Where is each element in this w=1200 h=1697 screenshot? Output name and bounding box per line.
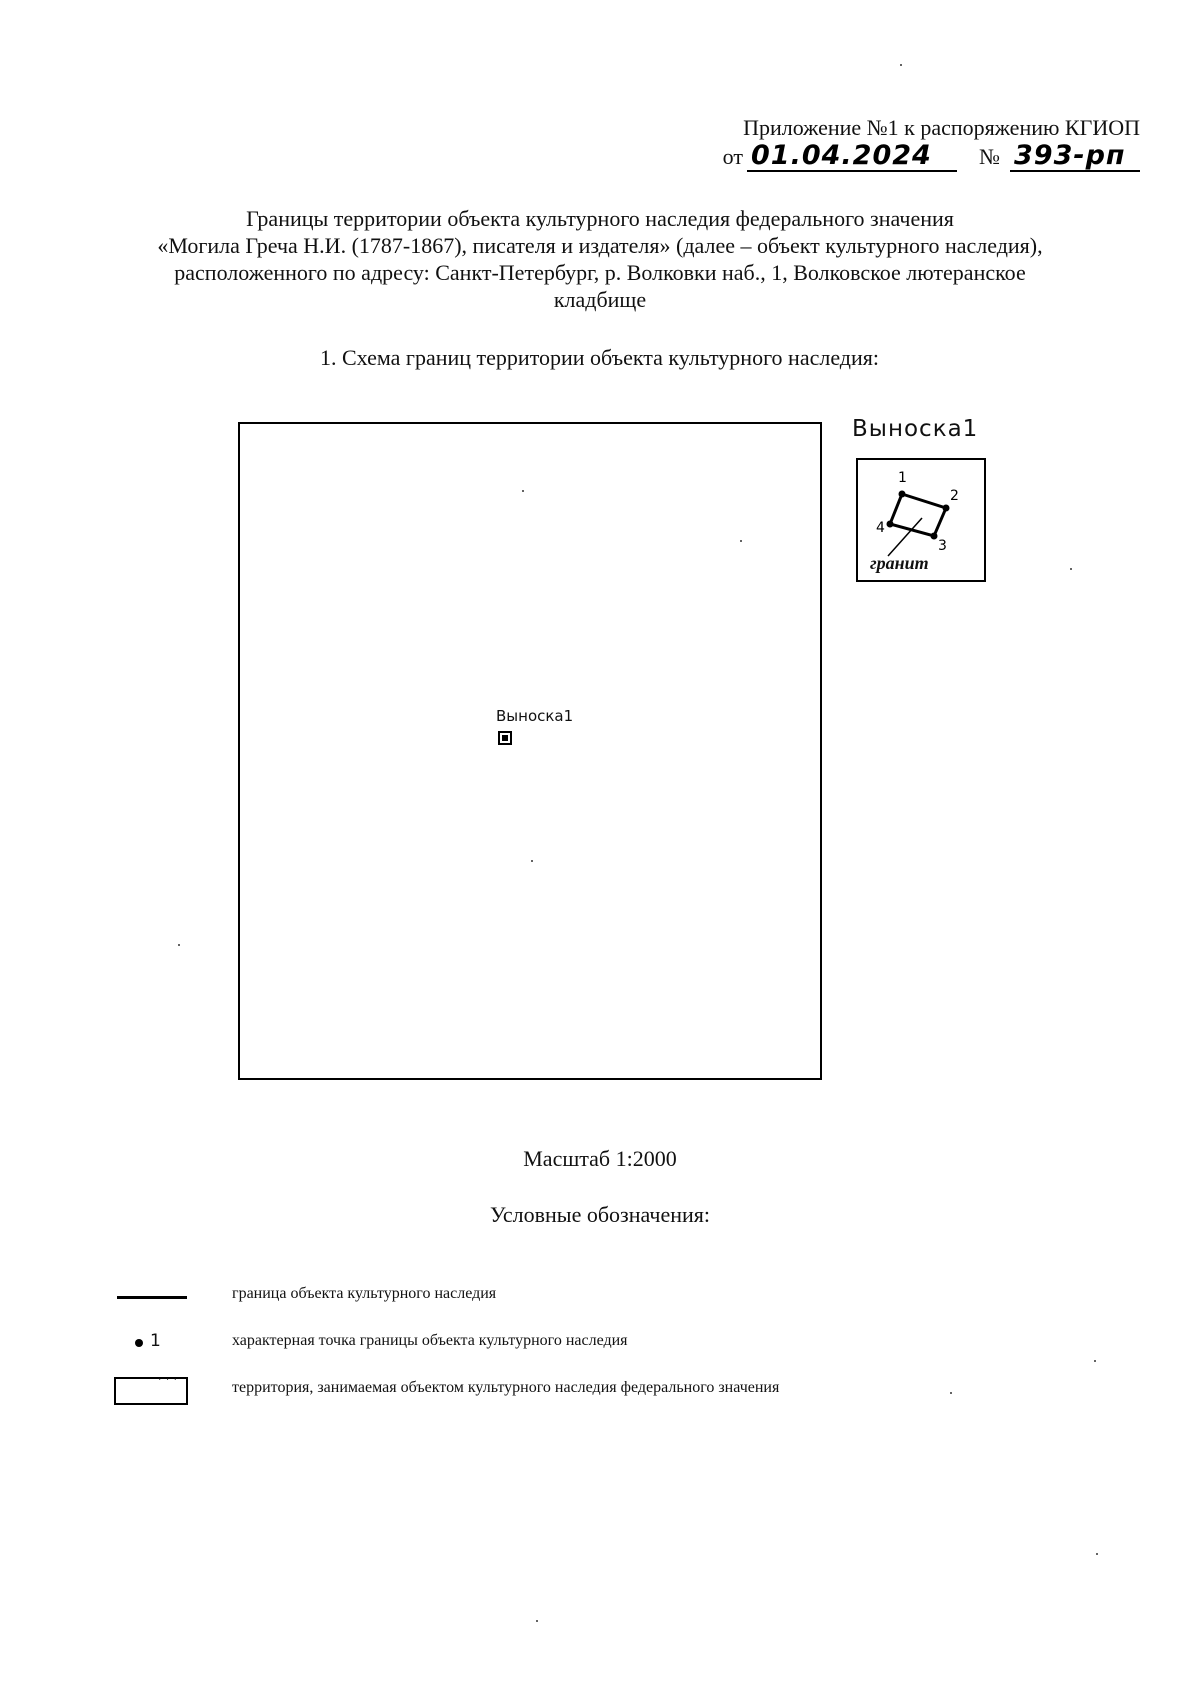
point-label-2: 2: [950, 488, 959, 504]
legend-title: Условные обозначения:: [489, 1202, 711, 1227]
order-number: 393-рп: [1010, 142, 1140, 172]
scan-speck: [950, 1392, 952, 1394]
boundary-point-symbol-label: 1: [150, 1331, 161, 1351]
scan-speck: [536, 1620, 538, 1622]
boundary-polygon: [890, 494, 946, 536]
scan-speck: [1096, 1553, 1098, 1555]
scan-speck: [1070, 568, 1072, 570]
legend-item-text: территория, занимаемая объектом культурного наследия федерального значения: [232, 1379, 780, 1396]
scan-speck: [1094, 1360, 1096, 1362]
legend-item-text: характерная точка границы объекта культурного наследия: [232, 1332, 628, 1349]
title-line-1: Границы территории объекта культурного наследия федерального значения: [246, 206, 954, 231]
title-line-3: расположенного по адресу: Санкт-Петербург, р. Волковки наб., 1, Волковское лютеранское: [174, 260, 1026, 285]
order-number-prefix: №: [979, 144, 1000, 169]
territory-area-symbol: [114, 1377, 188, 1405]
title-line-4: кладбище: [553, 287, 647, 312]
callout-material-label: гранит: [870, 553, 929, 573]
legend-item-boundary-line: [0, 1283, 1200, 1313]
legend-item-territory-area: [0, 1377, 1200, 1407]
callout-title: Выноска1: [852, 416, 979, 442]
map-callout-marker-icon: [498, 731, 512, 745]
legend-item-text: граница объекта культурного наследия: [232, 1285, 497, 1302]
legend-item-boundary-point: [0, 1330, 1200, 1360]
point-label-4: 4: [876, 520, 885, 536]
boundary-point-1: [899, 491, 906, 498]
section-heading: 1. Схема границ территории объекта культурного наследия:: [320, 345, 880, 370]
scale-label: Масштаб 1:2000: [523, 1146, 677, 1171]
point-label-3: 3: [938, 538, 947, 554]
order-date-prefix: от: [722, 144, 743, 169]
boundary-point-symbol: [135, 1339, 143, 1347]
scan-speck: [740, 540, 742, 542]
title-line-2: «Могила Греча Н.И. (1787-1867), писателя и издателя» (далее – объект культурного наследия),: [157, 233, 1043, 258]
boundary-line-symbol: [117, 1296, 187, 1299]
document-title: [100, 205, 1100, 313]
boundary-point-3: [931, 533, 938, 540]
callout-inset: [856, 458, 986, 582]
order-line: [723, 142, 1140, 172]
boundary-point-2: [943, 505, 950, 512]
boundary-map-frame: [238, 422, 822, 1080]
boundary-point-4: [887, 521, 894, 528]
scan-speck: [900, 64, 902, 66]
map-callout-label: Выноска1: [496, 707, 574, 725]
appendix-line: Приложение №1 к распоряжению КГИОП: [743, 115, 1140, 140]
scan-speck: [178, 944, 180, 946]
point-label-1: 1: [898, 470, 907, 486]
scan-speck: [531, 860, 533, 862]
scan-speck: [522, 490, 524, 492]
order-date: 01.04.2024: [747, 142, 957, 172]
